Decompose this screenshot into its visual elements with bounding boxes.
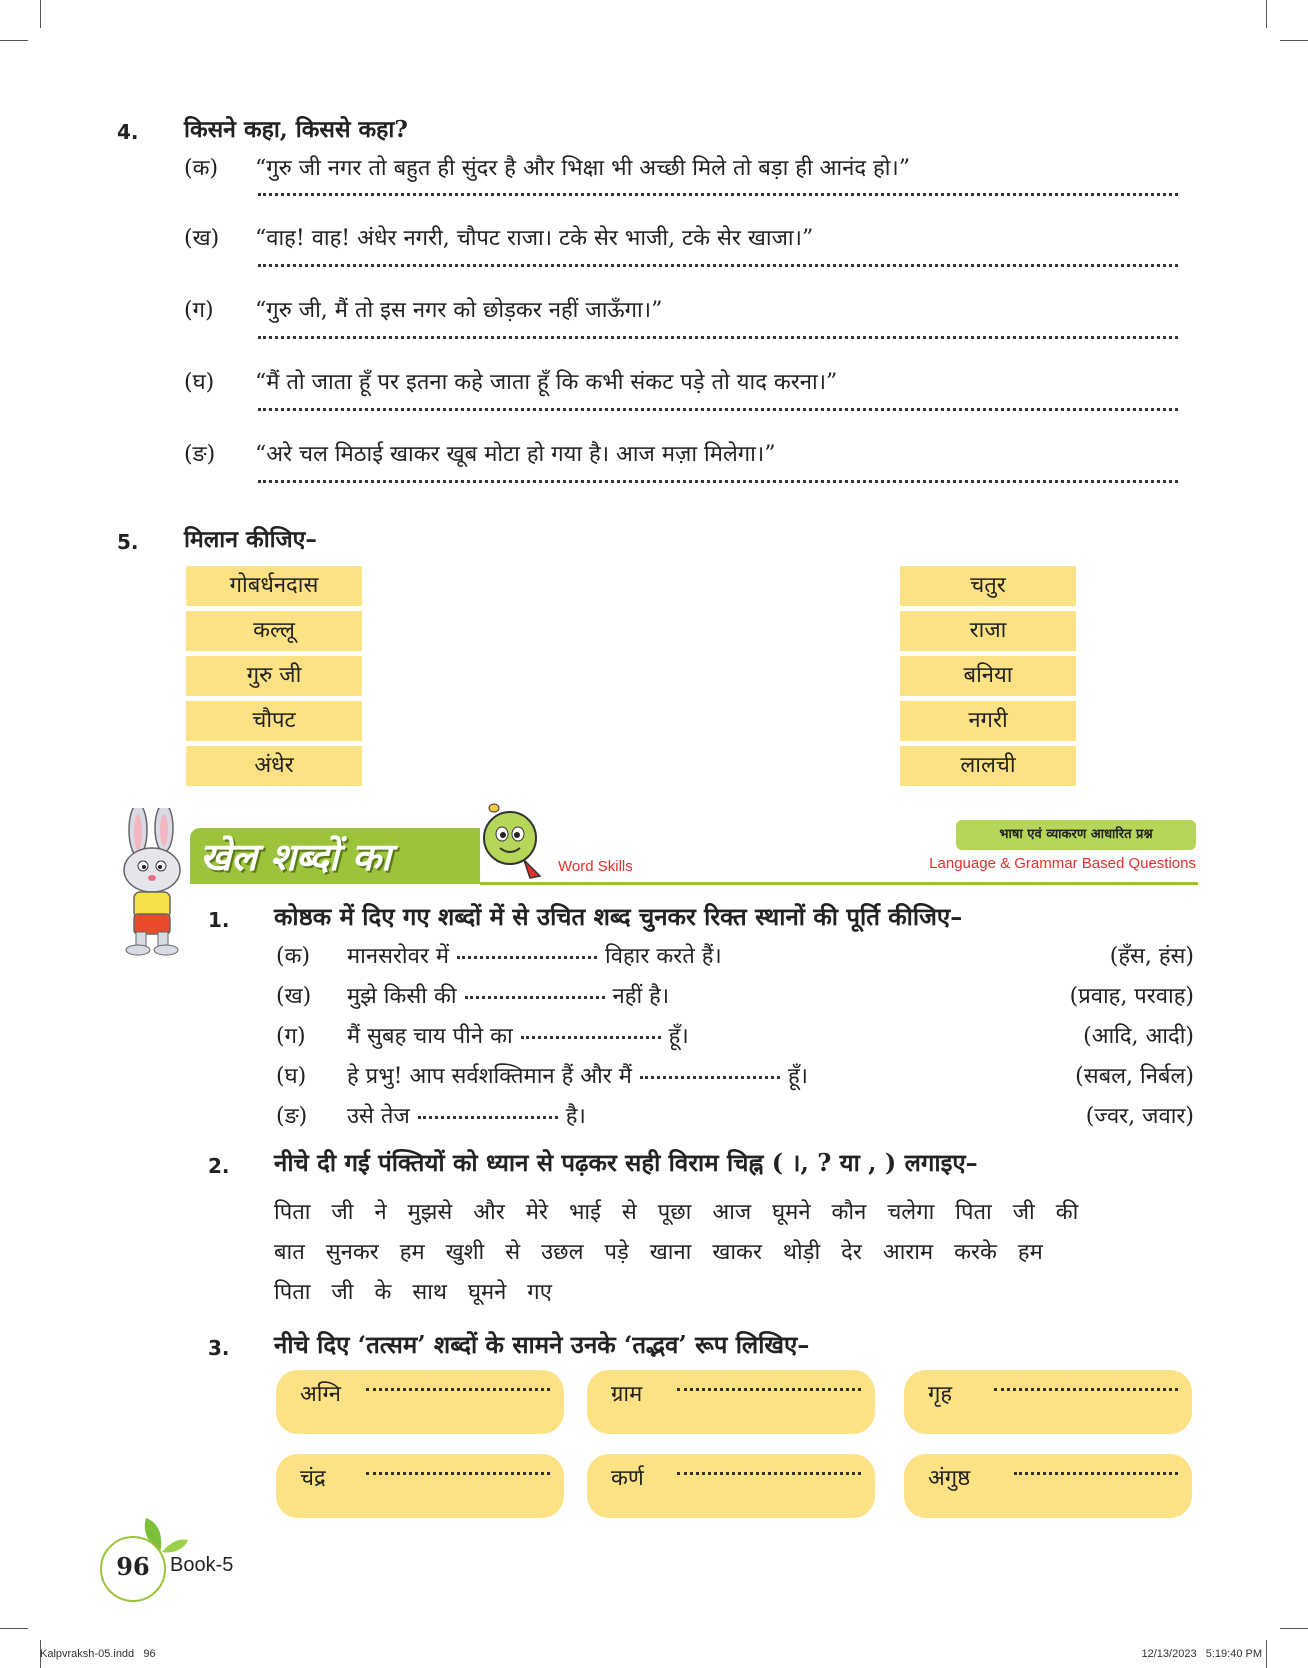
quote-text: “गुरु जी नगर तो बहुत ही सुंदर है और भिक्षा भी अच्छी मिले तो बड़ा ही आनंद हो।” [255,156,911,181]
match-left-item[interactable]: गोबर्धनदास [186,566,362,606]
quote-text: “अरे चल मिठाई खाकर खूब मोटा हो गया है। आज मज़ा मिलेगा।” [255,442,776,467]
answer-line[interactable] [994,1388,1178,1391]
crop-mark [40,0,41,28]
fill-blank-sentence [347,980,669,1010]
options-text: (आदि, आदी) [1083,1024,1194,1049]
blank[interactable] [457,956,597,959]
answer-line[interactable] [258,193,1178,196]
match-left-item[interactable]: गुरु जी [186,656,362,696]
crop-mark [1280,40,1308,41]
sentence-before: मैं सुबह चाय पीने का [347,1024,513,1049]
answer-line[interactable] [258,480,1178,483]
question-number: 5. [117,530,139,554]
word-pill[interactable] [587,1454,875,1518]
sentence-after: नहीं है। [612,984,670,1009]
match-right-item[interactable]: लालची [900,746,1076,786]
sentence-after: हूँ। [668,1024,689,1049]
answer-line[interactable] [677,1472,861,1475]
question-number: 4. [117,120,139,144]
blank[interactable] [521,1036,661,1039]
item-label: (ङ) [276,1104,308,1129]
rabbit-mascot-icon [108,808,198,958]
options-text: (ज्वर, जवार) [1085,1104,1194,1129]
banner-rule [480,882,1198,885]
item-label: (ख) [276,984,312,1009]
word-pill[interactable] [587,1370,875,1434]
item-label: (घ) [184,370,215,395]
paragraph-line: बात सुनकर हम खुशी से उछल पड़े खाना खाकर थोड़ी देर आराम करके हम [274,1240,1043,1265]
blank[interactable] [465,996,605,999]
question-number: 1. [208,908,230,932]
options-text: (सबल, निर्बल) [1075,1064,1194,1089]
paragraph-line: पिता जी के साथ घूमने गए [274,1280,552,1305]
sentence-before: हे प्रभु! आप सर्वशक्तिमान हैं और मैं [347,1064,632,1089]
item-label: (ङ) [184,442,216,467]
match-left-item[interactable]: अंधेर [186,746,362,786]
tatsam-word: अग्नि [300,1382,341,1407]
fill-blank-sentence [347,1020,689,1050]
item-label: (क) [276,944,311,969]
answer-line[interactable] [677,1388,861,1391]
word-skills-label: Word Skills [558,858,633,875]
item-label: (घ) [276,1064,307,1089]
options-text: (प्रवाह, परवाह) [1069,984,1194,1009]
question-title: मिलान कीजिए– [184,526,317,553]
tatsam-word: ग्राम [611,1382,643,1407]
quote-text: “मैं तो जाता हूँ पर इतना कहे जाता हूँ कि कभी संकट पड़े तो याद करना।” [255,370,838,395]
crop-mark [1266,1640,1267,1668]
fill-blank-sentence [347,940,722,970]
match-right-item[interactable]: बनिया [900,656,1076,696]
tatsam-word: चंद्र [300,1466,326,1491]
timestamp: 12/13/2023 5:19:40 PM [1141,1648,1262,1660]
fill-blank-sentence [347,1060,808,1090]
match-right-item[interactable]: नगरी [900,701,1076,741]
book-label: Book-5 [170,1554,234,1576]
question-title: नीचे दिए ‘तत्सम’ शब्दों के सामने उनके ‘तद्भव’ रूप लिखिए– [274,1330,810,1359]
sentence-before: उसे तेज [347,1104,410,1129]
answer-line[interactable] [366,1472,550,1475]
fill-blank-sentence [347,1100,586,1130]
answer-line[interactable] [258,408,1178,411]
answer-line[interactable] [258,336,1178,339]
crop-mark [1280,1628,1308,1629]
word-pill[interactable] [276,1370,564,1434]
pencil-mascot-icon [478,802,548,882]
match-left-item[interactable]: कल्लू [186,611,362,651]
banner-title: खेल शब्दों का [200,835,391,879]
item-label: (ख) [184,226,220,251]
question-number: 2. [208,1154,230,1178]
item-label: (क) [184,156,219,181]
page-number: 96 [116,1552,150,1581]
answer-line[interactable] [258,264,1178,267]
crop-mark [1266,0,1267,28]
sentence-after: विहार करते हैं। [605,944,722,969]
blank[interactable] [418,1116,558,1119]
word-pill[interactable] [276,1454,564,1518]
item-label: (ग) [276,1024,306,1049]
paragraph-line: पिता जी ने मुझसे और मेरे भाई से पूछा आज घूमने कौन चलेगा पिता जी की [274,1200,1079,1225]
file-info: Kalpvraksh-05.indd 96 [40,1648,156,1660]
answer-line[interactable] [1014,1472,1178,1475]
grammar-subtitle: Language & Grammar Based Questions [929,855,1196,872]
sentence-before: मुझे किसी की [347,984,457,1009]
word-pill[interactable] [904,1370,1192,1434]
quote-text: “गुरु जी, मैं तो इस नगर को छोड़कर नहीं जाऊँगा।” [255,298,663,323]
options-text: (हँस, हंस) [1109,944,1194,969]
answer-line[interactable] [366,1388,550,1391]
tatsam-word: अंगुष्ठ [928,1466,971,1491]
question-title: नीचे दी गई पंक्तियों को ध्यान से पढ़कर सही विराम चिह्न ( ।, ? या , ) लगाइए– [274,1148,978,1177]
crop-mark [0,40,28,41]
question-number: 3. [208,1336,230,1360]
quote-text: “वाह! वाह! अंधेर नगरी, चौपट राजा। टके सेर भाजी, टके सेर खाजा।” [255,226,814,251]
grammar-badge: भाषा एवं व्याकरण आधारित प्रश्न [956,820,1196,850]
tatsam-word: कर्ण [611,1466,644,1491]
match-right-item[interactable]: चतुर [900,566,1076,606]
sentence-after: है। [565,1104,586,1129]
blank[interactable] [640,1076,780,1079]
sentence-after: हूँ। [787,1064,808,1089]
word-pill[interactable] [904,1454,1192,1518]
question-title: किसने कहा, किससे कहा? [184,116,408,143]
match-right-item[interactable]: राजा [900,611,1076,651]
sentence-before: मानसरोवर में [347,944,450,969]
item-label: (ग) [184,298,214,323]
crop-mark [0,1628,28,1629]
question-title: कोष्ठक में दिए गए शब्दों में से उचित शब्द चुनकर रिक्त स्थानों की पूर्ति कीजिए– [274,902,963,931]
tatsam-word: गृह [928,1382,953,1407]
match-left-item[interactable]: चौपट [186,701,362,741]
